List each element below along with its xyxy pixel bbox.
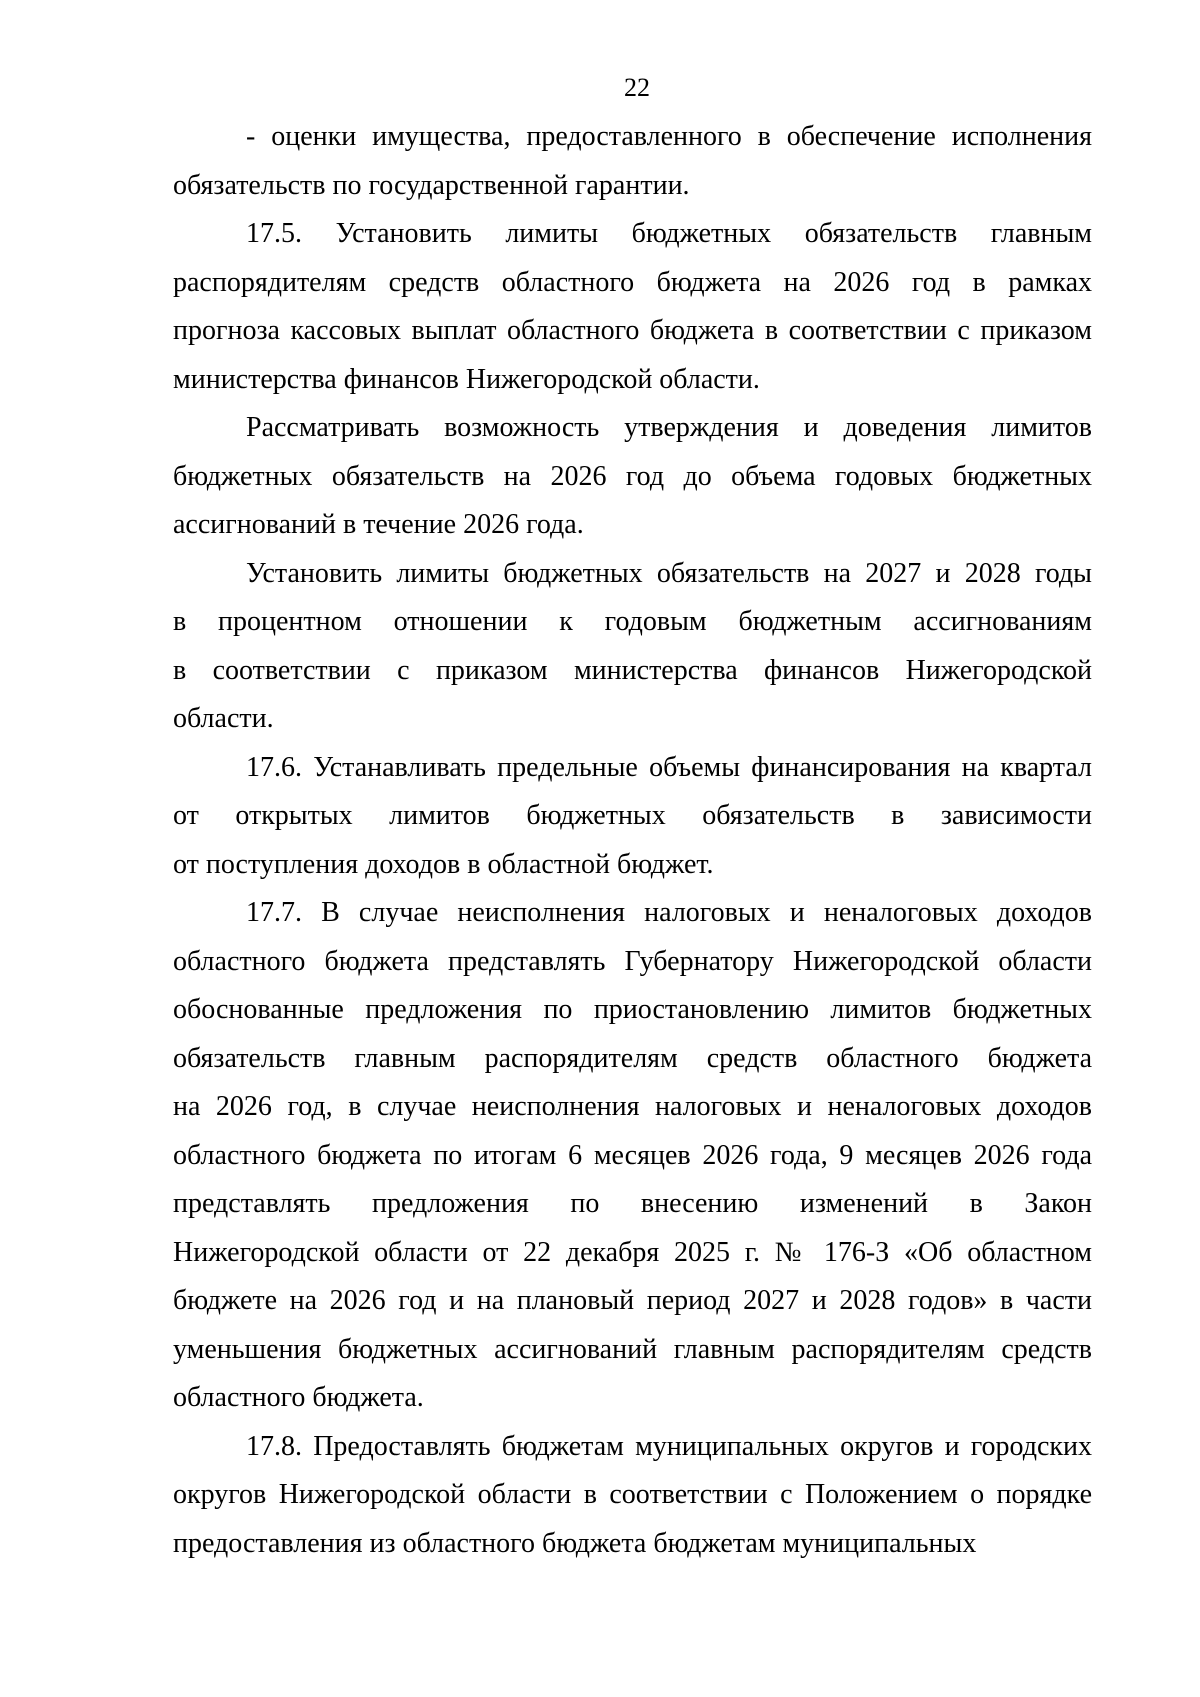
paragraph-line: Рассматривать возможность утверждения и доведения лимитов (246, 412, 1092, 443)
paragraph-line: областного бюджета представлять Губернатору Нижегородской области (173, 945, 1092, 977)
paragraph-line: Установить лимиты бюджетных обязательств на 2027 и 2028 годы (246, 557, 1092, 589)
paragraph-line: от поступления доходов в областной бюджет. (173, 848, 714, 880)
paragraph-line: в процентном отношении к годовым бюджетным ассигнованиям (173, 606, 1092, 637)
paragraph-line: областного бюджета по итогам 6 месяцев 2026 года, 9 месяцев 2026 года (173, 1139, 1092, 1171)
document-body (173, 113, 1092, 1568)
paragraph-line: бюджете на 2026 год и на плановый период 2027 и 2028 годов» в части (173, 1285, 1092, 1316)
page-number: 22 (624, 73, 650, 102)
paragraph-line: 17.6. Устанавливать предельные объемы финансирования на квартал (246, 751, 1092, 783)
paragraph-line: на 2026 год, в случае неисполнения налоговых и неналоговых доходов (173, 1091, 1092, 1122)
paragraph-line: областного бюджета. (173, 1382, 424, 1413)
paragraph-line: округов Нижегородской области в соответствии с Положением о порядке (173, 1479, 1092, 1510)
paragraph-line: прогноза кассовых выплат областного бюджета в соответствии с приказом (173, 315, 1092, 346)
paragraph-line: области. (173, 703, 274, 734)
paragraph (173, 210, 1092, 404)
paragraph (173, 404, 1092, 550)
paragraph-line: 17.5. Установить лимиты бюджетных обязательств главным (246, 218, 1092, 249)
paragraph-line: от открытых лимитов бюджетных обязательств в зависимости (173, 800, 1092, 831)
paragraph (173, 113, 1092, 210)
paragraph-line: распорядителям средств областного бюджета на 2026 год в рамках (173, 266, 1092, 298)
paragraph-line: обязательств главным распорядителям средств областного бюджета (173, 1042, 1092, 1074)
paragraph-line: бюджетных обязательств на 2026 год до объема годовых бюджетных (173, 460, 1092, 492)
paragraph-line: обоснованные предложения по приостановлению лимитов бюджетных (173, 994, 1092, 1025)
paragraph (173, 550, 1092, 744)
paragraph-line: 17.8. Предоставлять бюджетам муниципальных округов и городских (246, 1430, 1092, 1462)
paragraph-line: Нижегородской области от 22 декабря 2025 г. № 176-З «Об областном (173, 1236, 1092, 1268)
paragraph-line: 17.7. В случае неисполнения налоговых и неналоговых доходов (246, 897, 1092, 928)
paragraph (173, 744, 1092, 890)
paragraph (173, 1423, 1092, 1569)
paragraph-line: представлять предложения по внесению изменений в Закон (173, 1188, 1092, 1219)
paragraph-line: обязательств по государственной гарантии. (173, 169, 690, 201)
paragraph-line: министерства финансов Нижегородской области. (173, 363, 760, 395)
paragraph-line: ассигнований в течение 2026 года. (173, 509, 584, 540)
paragraph-line: уменьшения бюджетных ассигнований главным распорядителям средств (173, 1333, 1092, 1365)
paragraph (173, 889, 1092, 1423)
paragraph-line: - оценки имущества, предоставленного в обеспечение исполнения (246, 121, 1092, 152)
paragraph-line: предоставления из областного бюджета бюджетам муниципальных (173, 1527, 977, 1559)
paragraph-line: в соответствии с приказом министерства финансов Нижегородской (173, 654, 1092, 686)
